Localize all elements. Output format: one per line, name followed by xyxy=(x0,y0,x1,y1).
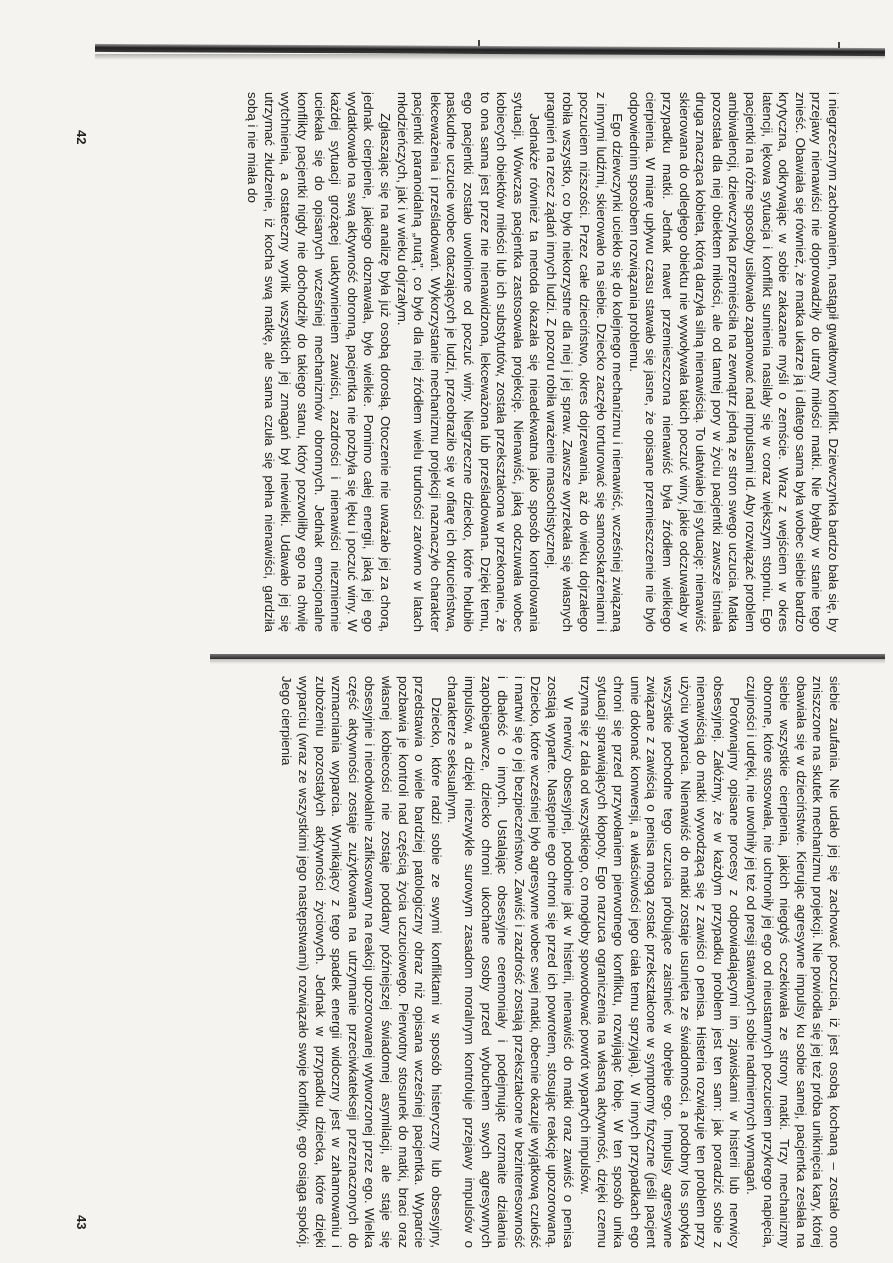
paragraph: i niegrzecznym zachowaniem, nastąpił gwałtowny konflikt. Dziewczynka bardzo bała się, by przejawy nienawiści nie doprowadziły do utraty miłości matki. Nie byłaby w stanie tego znieść. Obawiała się również, że matka ukarze ją i dlatego sama była wobec siebie bardzo krytyczna, odkrywając w sobie zakazane myśli o zemście. Wraz z wejściem w okres latencji, lękowa sytuacja i konflikt sumienia nasilały się w coraz większym stopniu. Ego pacjentki na różne sposoby usiłowało zapanować nad impulsami id. Aby rozwiązać problem ambiwalencji, dziewczynka przemieściła na zewnątrz jedną ze stron swego uczucia. Matka pozostała dla niej obiektem miłości, ale od tamtej pory w życiu pacjentki zawsze istniała druga znacząca kobieta, którą darzyła silną nienawiścią. To ułatwiało jej sytuację: nienawiść skierowana do odległego obiektu nie wywoływała takich poczuć winy, jakie odczuwałaby w przypadku matki. Jednak nawet przemieszczona nienawiść była źródłem wielkiego cierpienia. W miarę upływu czasu stawało się jasne, że opisane przemieszczenie nie było odpowiednim sposobem rozwiązania problemu. xyxy=(626,92,841,632)
page-right-text xyxy=(278,676,842,1248)
paragraph: Ego dziewczynki uciekło się do kolejnego mechanizmu i nienawiść, wcześniej związaną z innymi ludźmi, skierowało na siebie. Dziecko zaczęło torturować się samooskarżeniami i poczuciem niższości. Przez całe dzieciństwo, okres dojrzewania, aż do wieku dojrzałego robiła wszystko, co było niekorzystne dla niej i jej spraw. Zawsze wyrzekała się własnych pragnień na rzecz żądań innych ludzi. Z pozoru robiła wrażenie masochistycznej. xyxy=(543,92,626,632)
scan-mark xyxy=(838,42,840,48)
scan-mark xyxy=(478,40,480,46)
paragraph: W nerwicy obsesyjnej, podobnie jak w histerii, nienawiść do matki oraz zawiść o penisa zostają wyparte. Następnie ego chroni się przed ich powrotem, stosując reakcję upozorowaną. Dziecko, które wcześniej było agresywne wobec swej matki, obecnie okazuje wyjątkową czułość i martwi się o jej bezpieczeństwo. Zawiść i zazdrość zostają przekształcone w bezinteresowność i dbałość o innych. Ustalając obsesyjne ceremoniały i podejmując rozmaite działania zapobiegawcze, dziecko chroni ukochane osoby przed wybuchem swych agresywnych impulsów, a dzięki niezwykle surowym zasadom moralnym kontroluje przejawy impulsów o charakterze seksualnym. xyxy=(445,676,577,1248)
page-right-edge-shadow xyxy=(210,659,885,664)
page-number-right: 43 xyxy=(74,1215,89,1230)
paragraph: Porównajmy opisane procesy z odpowiadającymi im zjawiskami w histerii lub nerwicy obsesyjnej. Załóżmy, że w każdym przypadku problem jest ten sam: jak poradzić sobie z nienawiścią do matki wywodzącą się z zawiści o penisa. Histeria rozwiązuje ten problem przy użyciu wyparcia. Nienawiść do matki zostaje usunięta ze świadomości, a podobny los spotyka wszystkie pochodne tego uczucia próbujące zaistnieć w obrębie ego. Impulsy agresywne związane z zawiścią o penisa mogą zostać przekształcone w symptomy fizyczne (jeśli pacjent umie dokonać konwersji, a właściwości jego ciała temu sprzyjają). W innych przypadkach ego chroni się przed przywołaniem pierwotnego konfliktu, rozwijając fobię. W ten sposób unika sytuacji sprawiających kłopoty. Ego narzuca ograniczenia na własną aktywność, dzięki czemu trzyma się z dala od wszystkiego, co mogłoby spowodować powrót wypartych impulsów. xyxy=(578,676,743,1248)
paragraph: Dziecko, które radzi sobie ze swymi konfliktami w sposób histeryczny lub obsesyjny, przedstawia o wiele bardziej patologiczny obraz niż opisana wcześniej pacjentka. Wyparcie pozbawia je kontroli nad częścią życia uczuciowego. Pierwotny stosunek do matki, braci oraz własnej kobiecości nie zostaje poddany późniejszej świadomej asymilacji, ale staje się obsesyjnie i nieodwołalnie zafiksowany na reakcji upozorowanej wytworzonej przez ego. Wielka część aktywności zostaje zużytkowana na utrzymanie przeciwkatekseji przeznaczonych do wzmacniania wyparcia. Wynikający z tego spadek energii widoczny jest w zahamowaniu i zubożeniu pozostałych aktywności życiowych. Jednak w przypadku dziecka, które dzięki wyparciu (wraz ze wszystkimi jego następstwami) rozwiązało swoje konflikty, ego osiąga spokój. Jego cierpienia xyxy=(279,676,444,1248)
paragraph: siebie zaufania. Nie udało jej się zachować poczucia, iż jest osobą kochaną – zostało ono zniszczone na skutek mechanizmu projekcji. Nie powiodła się jej też próba uniknięcia kary, której obawiała się w dzieciństwie. Kierując agresywne impulsy ku sobie samej, pacjentka zesłała na siebie wszystkie cierpienia, jakich niegdyś oczekiwała ze strony matki. Trzy mechanizmy obronne, które stosowała, nie uchroniły jej ego od nieustannych poczuciem przykrego napięcia, czujności i udręki, nie uwolniły jej też od presji stawianych sobie nadmiernych wymagań. xyxy=(744,676,842,1248)
paragraph: Zgłaszając się na analizę była już osobą dorosłą. Otoczenie nie uważało jej za chorą, jednak cierpienie, jakiego doznawała, było wielkie. Pomimo całej energii, jaką jej ego wydatkowało na swą aktywność obronną, pacjentka nie pozbyła się lęku i poczuć winy. W każdej sytuacji grożącej uaktywnieniem zawiści, zazdrości i nienawiści niezmiennie uciekała się do opisanych wcześniej mechanizmów obronnych. Jednak emocjonalne konflikty pacjentki nigdy nie dochodziły do takiego stanu, który pozwoliłby ego na chwilę wytchnienia, a ostateczny wynik wszystkich jej zmagań był niewielki. Udawało jej się utrzymać złudzenie, iż kocha swą matkę, ale sama czuła się pełna nienawiści, gardziła sobą i nie miała do xyxy=(245,92,393,632)
page-number-left: 42 xyxy=(74,130,89,145)
page-left-text xyxy=(244,92,841,632)
paragraph: Jednakże również ta metoda okazała się nieadekwatna jako sposób kontrolowania sytuacji. Wówczas pacjentka zastosowała projekcję. Nienawiść, jaką odczuwała wobec kobiecych obiektów miłości lub ich substytutów, została przekształcona w przekonanie, że to ona sama jest przez nie nienawidzona, lekceważona lub prześladowana. Dzięki temu, ego pacjentki zostało uwolnione od poczuć winy. Niegrzeczne dziecko, które hołubiło paskudne uczucie wobec otaczających je ludzi, przeobraziło się w ofiarę ich okrucieństwa, lekceważenia i prześladowań. Wykorzystanie mechanizmu projekcji naznaczyło charakter pacjentki paranoidalną „nutą”, co było dla niej źródłem wielu trudności zarówno w latach młodzieńczych, jak i w wieku dojrzałym. xyxy=(394,92,543,632)
page-left-edge-shadow xyxy=(95,54,885,60)
